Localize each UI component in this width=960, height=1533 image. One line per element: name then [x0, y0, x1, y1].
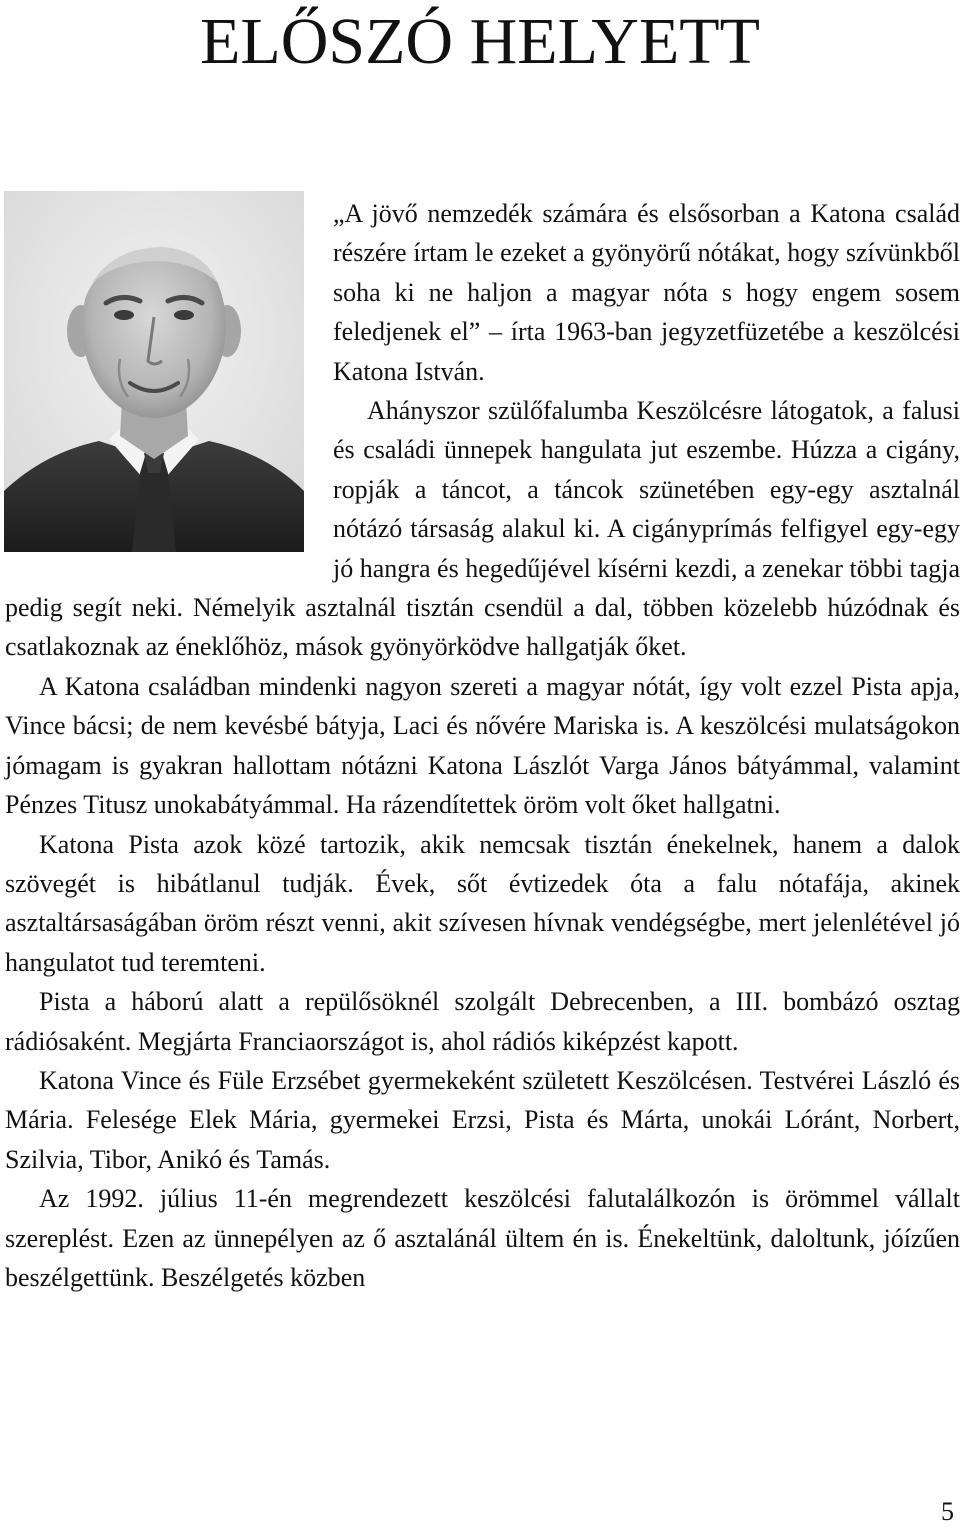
paragraph: Katona Pista azok közé tartozik, akik nemcsak tisztán énekelnek, hanem a dalok szövegét is hibátlanul tudják. Évek, sőt évtizedek óta a falu nótafája, akinek asztaltársaságában öröm részt venni, akit szívesen hívnak vendégségbe, mert jelenlétével jó hangulatot tud teremteni. — [5, 829, 960, 977]
paragraph: Katona Vince és Füle Erzsébet gyermekeként született Keszölcésen. Testvérei László és Mária. Felesége Elek Mária, gyermekei Erzsi, Pista és Márta, unokái Lóránt, Norbert, Szilvia, Tibor, Anikó és Tamás. — [5, 1065, 960, 1174]
body-text — [5, 194, 960, 1297]
page-title: ELŐSZÓ HELYETT — [200, 5, 760, 78]
paragraph: A Katona családban mindenki nagyon szereti a magyar nótát, így volt ezzel Pista apja, Vince bácsi; de nem kevésbé bátyja, Laci és nővére Mariska is. A keszölcési mulatságokon jómagam is gyakran hallottam nótázni Katona Lászlót Varga János bátyámmal, valamint Pénzes Titusz unokabátyámmal. Ha rázendítettek öröm volt őket hallgatni. — [5, 671, 960, 820]
paragraph: Ahányszor szülőfalumba Keszölcésre látogatok, a falusi és családi ünnepek hangulata jut eszembe. Húzza a cigány, ropják a táncot, a táncok szünetében egy-egy asztalnál nótázó társaság alakul ki. A cigányprímás felfigyel egy-egy jó hangra és hegedűjével kísérni kezdi, a zenekar többi tagja pedig segít neki. Némelyik asztalnál tisztán csendül a dal, többen közelebb húzódnak és csatlakoznak az éneklőhöz, mások gyönyörködve hallgatják őket. — [5, 396, 960, 662]
photo-spacer — [5, 194, 333, 586]
page-number: 5 — [941, 1497, 954, 1526]
paragraph: Pista a háború alatt a repülősöknél szolgált Debrecenben, a III. bombázó osztag rádiósaként. Megjárta Franciaországot is, ahol rádiós kiképzést kapott. — [5, 987, 960, 1056]
paragraph: „A jövő nemzedék számára és elsősorban a Katona család részére írtam le ezeket a gyönyörű nótákat, hogy szívünkből soha ki ne haljon a magyar nóta s hogy engem sosem feledjenek el” – írta 1963-ban jegyzetfüzetébe a keszölcési Katona István. — [333, 199, 960, 386]
paragraph: Az 1992. július 11-én megrendezett keszölcési falutalálkozón is örömmel vállalt szereplést. Ezen az ünnepélyen az ő asztalánál ültem én is. Énekeltünk, daloltunk, jóízűen beszélgettünk. Beszélgetés közben — [5, 1184, 960, 1292]
